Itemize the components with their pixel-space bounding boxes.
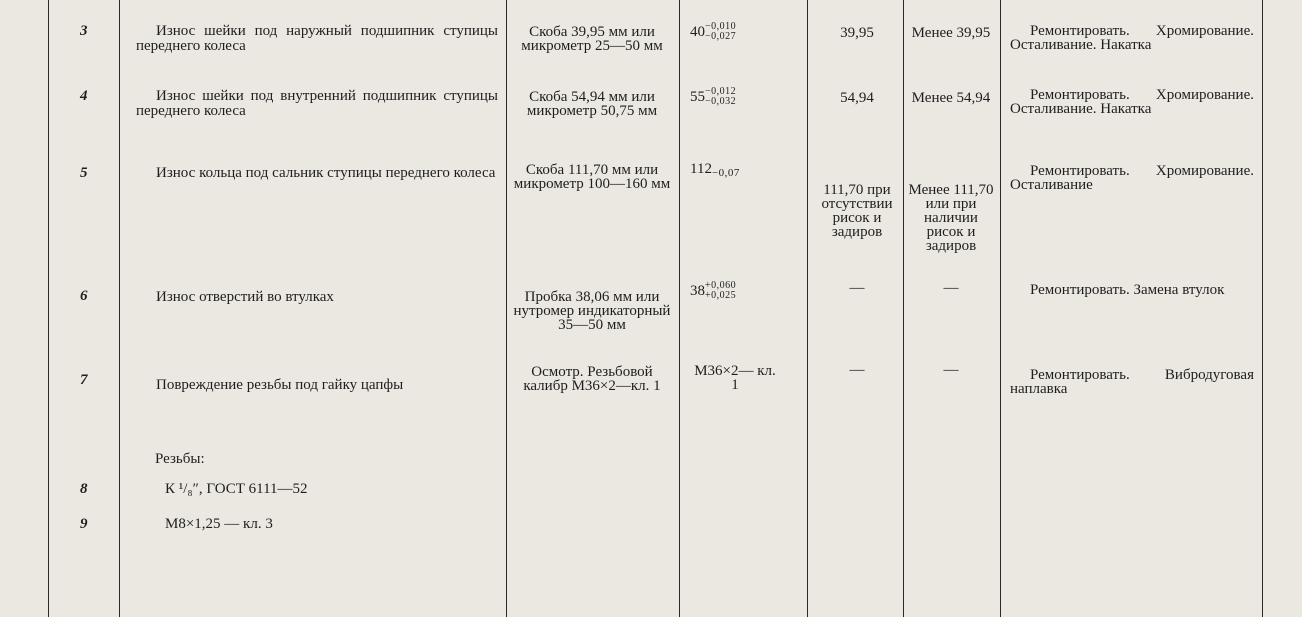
row-number: 7 bbox=[80, 372, 88, 388]
threads-heading: Резьбы: bbox=[155, 451, 205, 467]
defect-description bbox=[136, 24, 498, 54]
row-number: 8 bbox=[80, 481, 88, 497]
defect-text: Износ отверстий во втулках bbox=[156, 289, 334, 305]
rejection-size: — bbox=[943, 362, 959, 378]
repair-text: Ремонтировать. Хромирование. Осталивание bbox=[1010, 163, 1254, 193]
rejection-size: — bbox=[943, 280, 959, 296]
measuring-tool: Скоба 39,95 мм или микрометр 25—50 мм bbox=[521, 24, 663, 54]
row-number: 6 bbox=[80, 288, 88, 304]
nominal-size bbox=[690, 22, 800, 42]
nominal-size bbox=[690, 281, 800, 301]
defect-description bbox=[136, 290, 498, 305]
defect-description bbox=[136, 166, 498, 181]
repair-text: Ремонтировать. Хромирование. Осталивание. Накатка bbox=[1010, 87, 1254, 117]
tolerance-stack bbox=[705, 281, 736, 301]
rejection-size: Менее 39,95 bbox=[911, 25, 991, 41]
repair-method bbox=[1010, 368, 1254, 396]
tolerance-stack bbox=[705, 22, 736, 42]
repair-method bbox=[1010, 164, 1254, 192]
measuring-tool: Осмотр. Резьбовой калибр М36×2—кл. 1 bbox=[523, 364, 661, 394]
defect-description bbox=[136, 89, 498, 119]
allowable-size: — bbox=[849, 362, 865, 378]
measuring-tool: Скоба 54,94 мм или микрометр 50,75 мм bbox=[526, 89, 658, 119]
tolerance-upper: −0,012 bbox=[705, 86, 737, 97]
allowable-size: — bbox=[849, 280, 865, 296]
repair-text: Ремонтировать. Вибродуговая наплавка bbox=[1010, 367, 1254, 397]
defect-description bbox=[136, 378, 498, 393]
defect-text: Износ шейки под наружный подшипник ступицы переднего колеса bbox=[136, 23, 498, 54]
repair-method bbox=[1010, 283, 1254, 297]
measuring-tool: Пробка 38,06 мм или нутромер индикаторный 35—50 мм bbox=[513, 289, 671, 333]
allowable-size: 111,70 при отсутствии рисок и задиров bbox=[821, 182, 893, 240]
nominal-value: 112 bbox=[690, 161, 712, 177]
tolerance-stack bbox=[705, 87, 736, 107]
tolerance-lower: +0,025 bbox=[705, 290, 737, 301]
allowable-size: 54,94 bbox=[840, 90, 874, 106]
nominal-value: 55 bbox=[690, 88, 705, 105]
nominal-size bbox=[690, 87, 800, 107]
nominal-value: 38 bbox=[690, 282, 705, 299]
allowable-size: 39,95 bbox=[840, 25, 874, 41]
tolerance-upper: −0,010 bbox=[705, 21, 737, 32]
tolerance-lower: −0,032 bbox=[705, 96, 737, 107]
tolerance-lower: −0,07 bbox=[711, 167, 740, 179]
thread-spec: М8×1,25 — кл. 3 bbox=[165, 516, 273, 532]
repair-method bbox=[1010, 24, 1254, 52]
row-number: 9 bbox=[80, 516, 88, 532]
repair-text: Ремонтировать. Замена втулок bbox=[1030, 282, 1225, 298]
defect-text: Повреждение резьбы под гайку цапфы bbox=[156, 377, 404, 393]
row-number: 5 bbox=[80, 165, 88, 181]
tolerance-upper: +0,060 bbox=[705, 280, 737, 291]
defect-text: Износ кольца под сальник ступицы переднего колеса bbox=[156, 165, 496, 181]
rejection-size: Менее 111,70 или при наличии рисок и задиров bbox=[908, 182, 994, 254]
repair-method bbox=[1010, 88, 1254, 116]
nominal-size: М36×2— кл. 1 bbox=[694, 363, 776, 393]
defect-text: Износ шейки под внутренний подшипник ступицы переднего колеса bbox=[136, 88, 498, 119]
nominal-size bbox=[690, 162, 800, 181]
nominal-value: 40 bbox=[690, 23, 705, 40]
rejection-size: Менее 54,94 bbox=[911, 90, 991, 106]
measuring-tool: Скоба 111,70 мм или микрометр 100—160 мм bbox=[513, 162, 671, 192]
repair-text: Ремонтировать. Хромирование. Осталивание. Накатка bbox=[1010, 23, 1254, 53]
tolerance-lower: −0,027 bbox=[705, 31, 737, 42]
thread-spec: К ¹/₈″, ГОСТ 6111—52 bbox=[165, 481, 308, 497]
row-number: 4 bbox=[80, 88, 88, 104]
row-number: 3 bbox=[80, 23, 88, 39]
